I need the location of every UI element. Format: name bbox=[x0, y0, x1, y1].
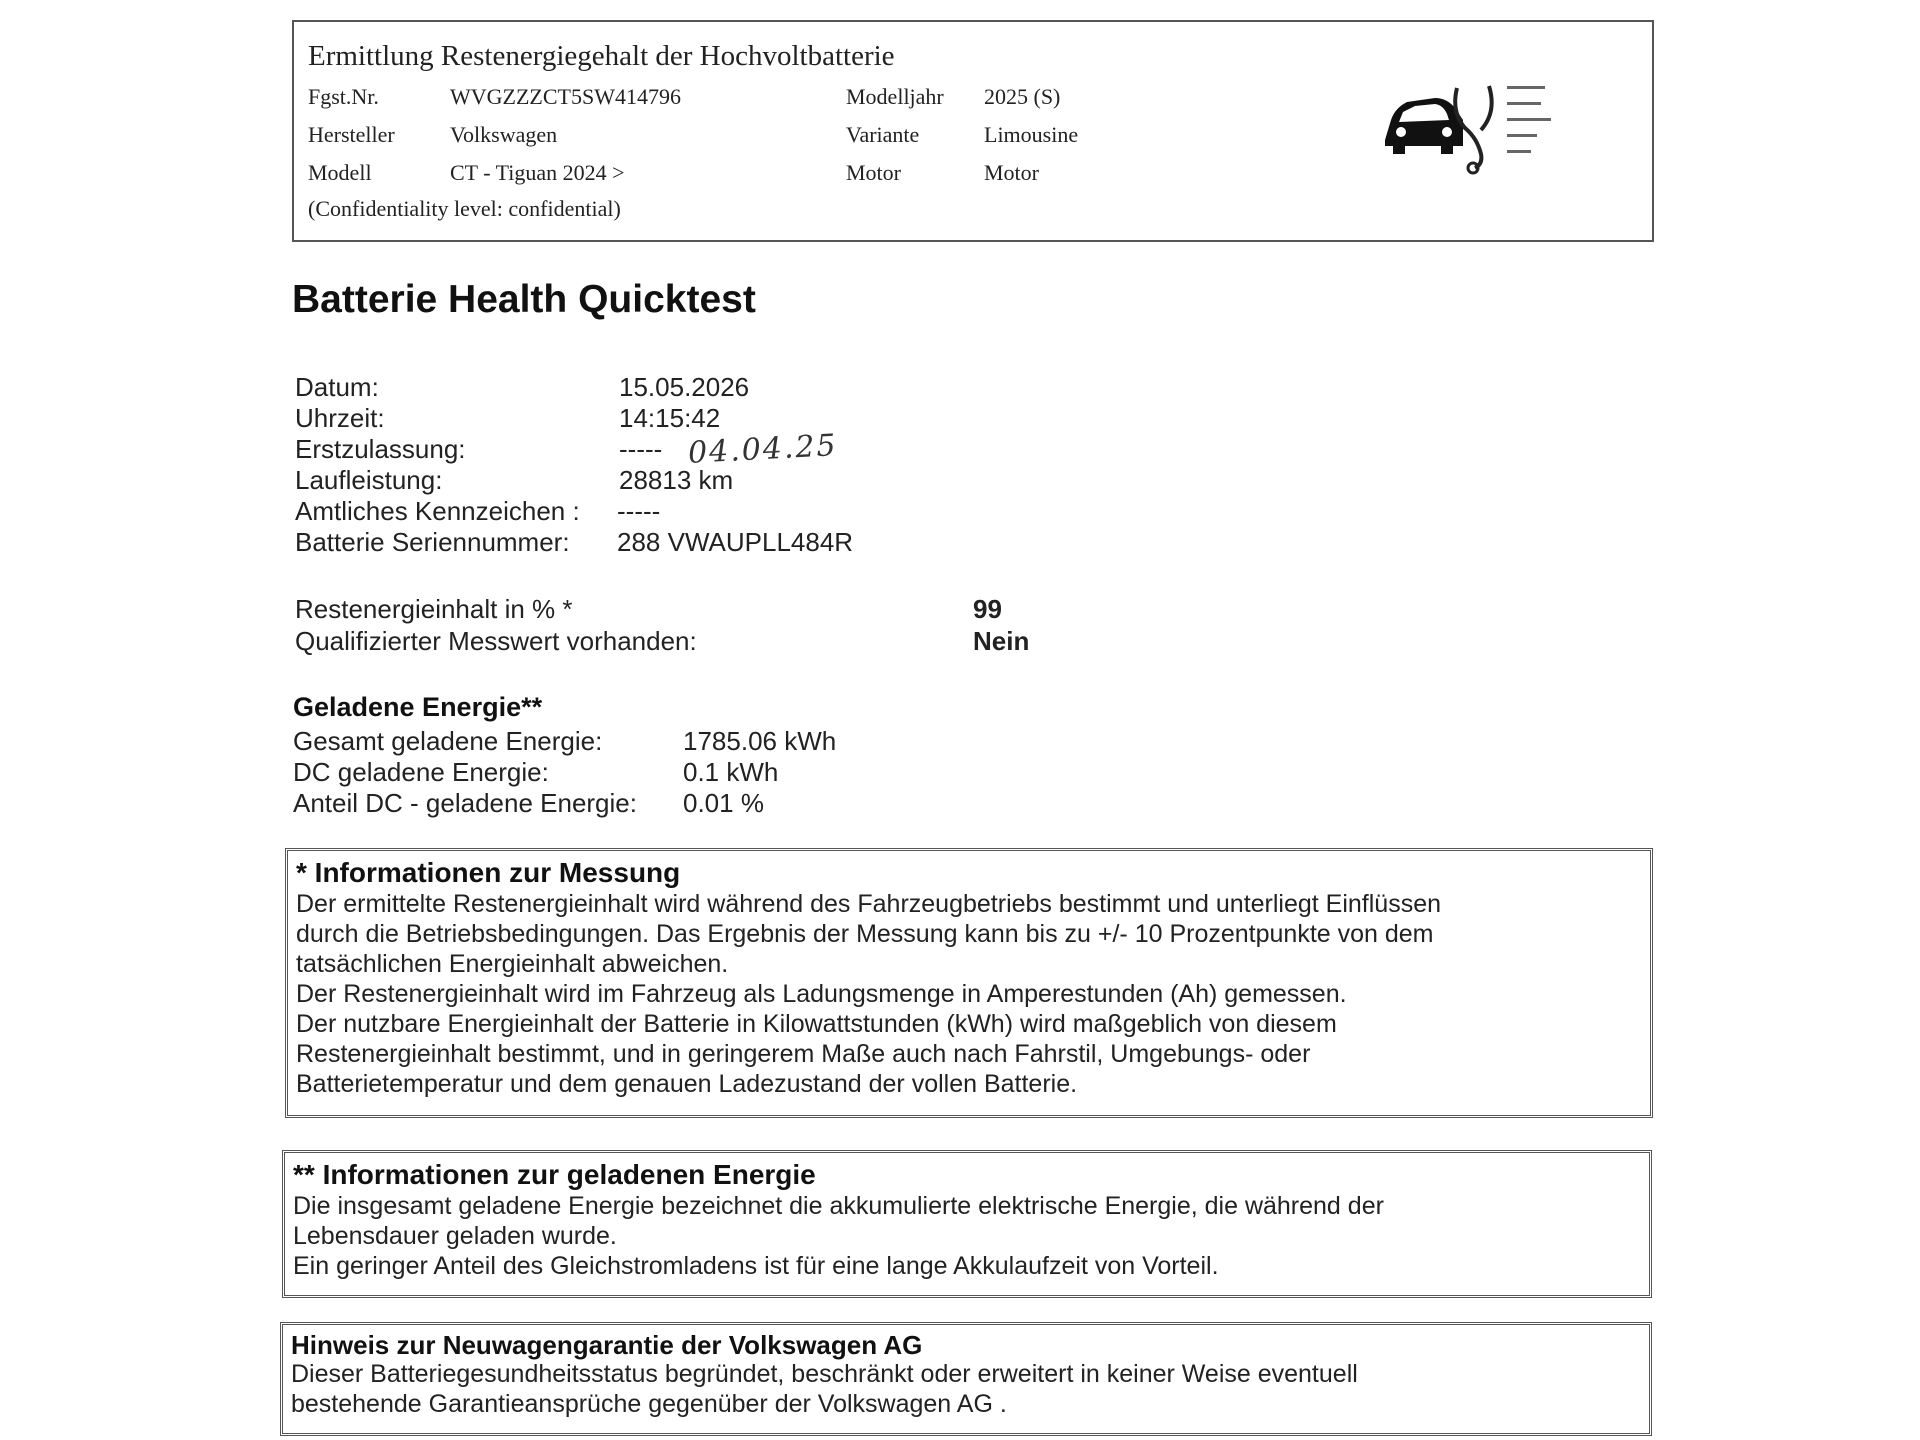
charged-energy-info-line: Die insgesamt geladene Energie bezeichnet die akkumulierte elektrische Energie, die während der bbox=[293, 1192, 1384, 1220]
warranty-notice-line: bestehende Garantieansprüche gegenüber der Volkswagen AG . bbox=[291, 1390, 1007, 1418]
measurement-info-line: Der Restenergieinhalt wird im Fahrzeug als Ladungsmenge in Amperestunden (Ah) gemessen. bbox=[296, 980, 1347, 1008]
measurement-info-line: Batterietemperatur und dem genauen Ladezustand der vollen Batterie. bbox=[296, 1070, 1078, 1098]
charged-energy-heading: Geladene Energie** bbox=[293, 692, 543, 722]
page-title: Batterie Health Quicktest bbox=[292, 278, 756, 321]
warranty-notice-box bbox=[280, 1322, 1652, 1436]
charged-energy-info-line: Lebensdauer geladen wurde. bbox=[293, 1222, 617, 1250]
measurement-info-line: tatsächlichen Energieinhalt abweichen. bbox=[296, 950, 729, 978]
handwritten-date-note: 04.04.25 bbox=[687, 428, 839, 471]
vehicle-header-box: Ermittlung Restenergiegehalt der Hochvoltbatterie Fgst.Nr. WVGZZZCT5SW414796 Hersteller Volkswagen Modell CT - Tiguan 2024 > Modelljahr 2025 (S) Variante Limousine Motor Motor (Confidentiality level: confidential) bbox=[292, 20, 1654, 242]
measurement-info-line: Restenergieinhalt bestimmt, und in geringerem Maße auch nach Fahrstil, Umgebungs- oder bbox=[296, 1040, 1311, 1068]
measurement-info-line: Der nutzbare Energieinhalt der Batterie in Kilowattstunden (kWh) wird maßgeblich von diesem bbox=[296, 1010, 1337, 1038]
measurement-info-line: durch die Betriebsbedingungen. Das Ergebnis der Messung kann bis zu +/- 10 Prozentpunkte von dem bbox=[296, 920, 1434, 948]
measurement-info-line: Der ermittelte Restenergieinhalt wird während des Fahrzeugbetriebs bestimmt und unterliegt Einflüssen bbox=[296, 890, 1442, 918]
measurement-info-title: * Informationen zur Messung bbox=[296, 857, 681, 888]
header-title: Ermittlung Restenergiegehalt der Hochvoltbatterie bbox=[308, 40, 895, 72]
charged-energy-info-box bbox=[282, 1150, 1652, 1298]
confidentiality-note: (Confidentiality level: confidential) bbox=[308, 196, 621, 221]
charged-energy-info-title: ** Informationen zur geladenen Energie bbox=[293, 1159, 816, 1190]
measurement-info-box bbox=[285, 848, 1653, 1118]
warranty-notice-title: Hinweis zur Neuwagengarantie der Volkswagen AG bbox=[291, 1330, 923, 1360]
car-stethoscope-icon bbox=[1377, 68, 1577, 178]
warranty-notice-line: Dieser Batteriegesundheitsstatus begründet, beschränkt oder erweitert in keiner Weise eventuell bbox=[291, 1360, 1358, 1388]
charged-energy-info-line: Ein geringer Anteil des Gleichstromladens ist für eine lange Akkulaufzeit von Vorteil. bbox=[293, 1252, 1219, 1280]
